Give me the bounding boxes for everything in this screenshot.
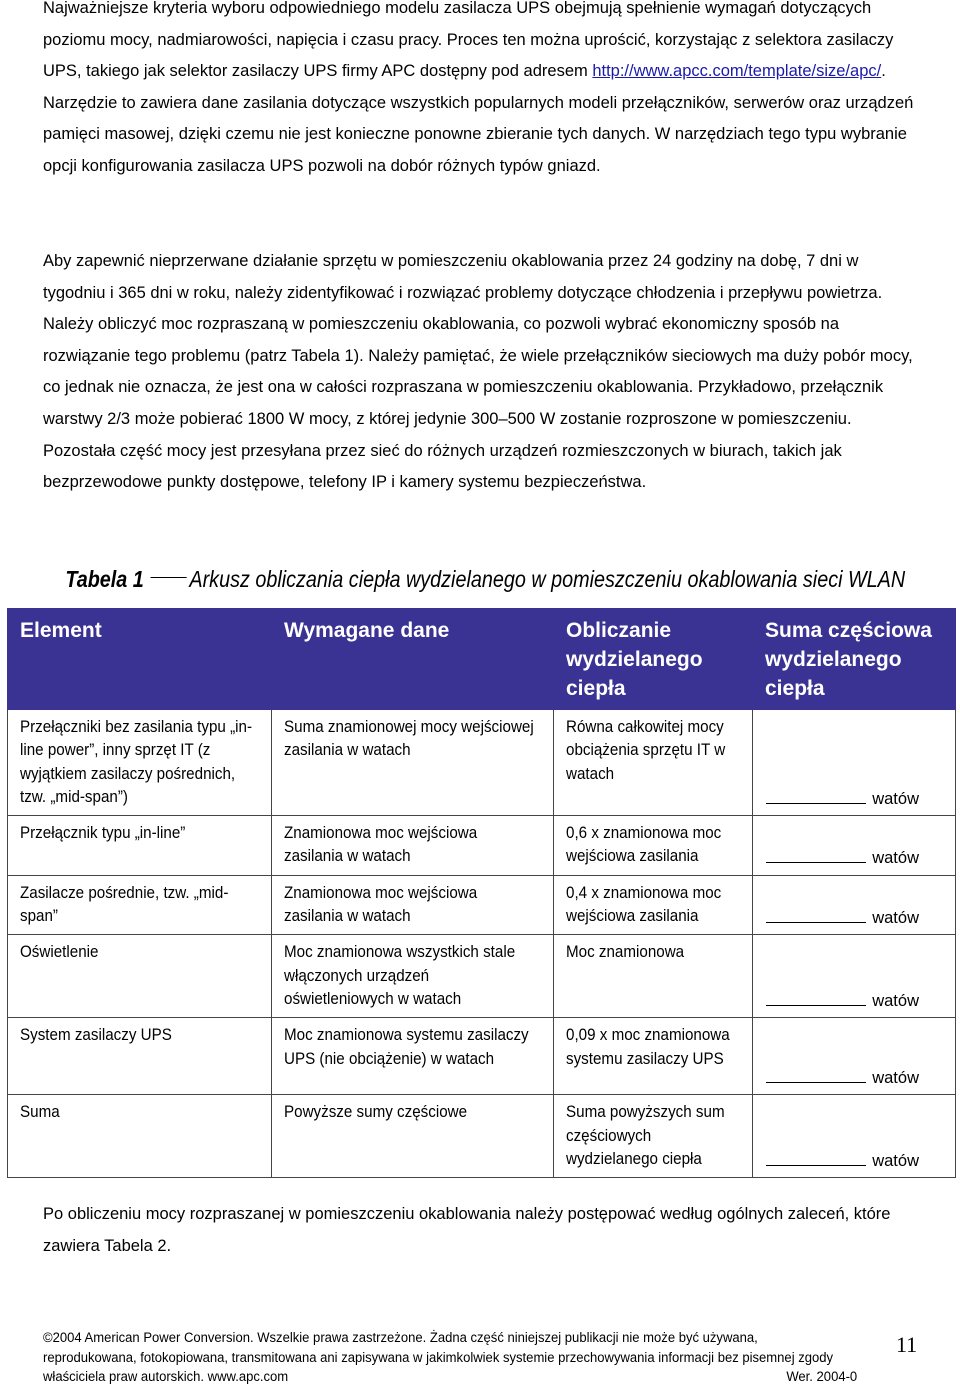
apc-selector-link[interactable]: http://www.apcc.com/template/size/apc/ (592, 62, 882, 81)
subtotal-blank[interactable] (766, 906, 866, 923)
caption-dash (151, 577, 187, 578)
subtotal-cell[interactable] (753, 816, 956, 876)
subtotal-blank[interactable] (766, 989, 866, 1006)
document-version: Wer. 2004-0 (786, 1369, 858, 1385)
table-row (8, 935, 956, 1018)
element-cell: Zasilacze pośrednie, tzw. „mid-span” (8, 875, 272, 935)
required-data-cell: Znamionowa moc wejściowa zasilania w watach (272, 816, 554, 876)
intro-text-after-link: . Narzędzie to zawiera dane zasilania dotyczące wszystkich popularnych modeli przełączników, serwerów oraz urządzeń pamięci masowej, dzięki czemu nie jest konieczne ponowne zbieranie tych danych. W narzędziach tego typu wybranie opcji konfigurowania zasilacza UPS pozwoli na dobór różnych typów gniazd. (43, 62, 914, 175)
subtotal-blank[interactable] (766, 1066, 866, 1083)
header-heat-subtotal: Suma częściowa wydzielanego ciepła (753, 609, 956, 710)
required-data-cell: Powyższe sumy częściowe (272, 1095, 554, 1178)
calculation-cell: Moc znamionowa (554, 935, 753, 1018)
unit-label: watów (872, 909, 919, 928)
element-cell: Przełącznik typu „in-line” (8, 816, 272, 876)
page-number: 11 (896, 1332, 918, 1357)
closing-paragraph: Po obliczeniu mocy rozpraszanej w pomieszczeniu okablowania należy postępować według ogólnych zaleceń, które zawiera Tabela 2. (43, 1205, 891, 1255)
subtotal-cell[interactable] (753, 710, 956, 816)
table-header-row (8, 609, 956, 710)
header-element: Element (8, 609, 272, 710)
header-heat-calculation: Obliczanie wydzielanego ciepła (554, 609, 753, 710)
unit-label: watów (872, 849, 919, 868)
table-caption-label: Tabela 1 (65, 566, 144, 592)
subtotal-cell[interactable] (753, 935, 956, 1018)
subtotal-cell[interactable] (753, 875, 956, 935)
intro-paragraph (43, 0, 923, 183)
table-row (8, 710, 956, 816)
subtotal-blank[interactable] (766, 787, 866, 804)
unit-label: watów (872, 991, 919, 1010)
heat-worksheet-table (7, 608, 956, 1178)
cooling-paragraph: Aby zapewnić nieprzerwane działanie sprzętu w pomieszczeniu okablowania przez 24 godziny na dobę, 7 dni w tygodniu i 365 dni w roku, należy zidentyfikować i rozwiązać problemy dotyczące chłodzenia i przepływu powietrza. Należy obliczyć moc rozpraszaną w pomieszczeniu okablowania, co pozwoli wybrać ekonomiczny sposób na rozwiązanie tego problemu (patrz Tabela 1). Należy pamiętać, że wiele przełączników sieciowych ma duży pobór mocy, co jednak nie oznacza, że jest ona w całości rozpraszana w pomieszczeniu okablowania. Przykładowo, przełącznik warstwy 2/3 może pobierać 1800 W mocy, z której jedynie 300–500 W zostanie rozproszone w pomieszczeniu. Pozostała część mocy jest przesyłana przez sieć do różnych urządzeń rozmieszczonych w biurach, takich jak bezprzewodowe punkty dostępowe, telefony IP i kamery systemu bezpieczeństwa. (43, 252, 913, 492)
calculation-cell: 0,6 x znamionowa moc wejściowa zasilania (554, 816, 753, 876)
unit-label: watów (872, 1068, 919, 1087)
subtotal-cell[interactable] (753, 1095, 956, 1178)
copyright-notice: ©2004 American Power Conversion. Wszelkie prawa zastrzeżone. Żadna część niniejszej publikacji nie może być używana, reprodukowana, fotokopiowana, transmitowana ani zapisywana w jakimkolwiek systemie przechowywania informacji bez pisemnej zgody właściciela praw autorskich. www.apc.com (43, 1330, 834, 1385)
table-caption (65, 566, 906, 593)
table-row (8, 875, 956, 935)
calculation-cell: 0,09 x moc znamionowa systemu zasilaczy UPS (554, 1018, 753, 1095)
table-caption-text: Arkusz obliczania ciepła wydzielanego w pomieszczeniu okablowania sieci WLAN (189, 566, 906, 592)
subtotal-cell[interactable] (753, 1018, 956, 1095)
element-cell: Oświetlenie (8, 935, 272, 1018)
table-row (8, 816, 956, 876)
required-data-cell: Suma znamionowej mocy wejściowej zasilania w watach (272, 710, 554, 816)
required-data-cell: Moc znamionowa wszystkich stale włączonych urządzeń oświetleniowych w watach (272, 935, 554, 1018)
required-data-cell: Moc znamionowa systemu zasilaczy UPS (nie obciążenie) w watach (272, 1018, 554, 1095)
header-required-data: Wymagane dane (272, 609, 554, 710)
element-cell: System zasilaczy UPS (8, 1018, 272, 1095)
table-row (8, 1018, 956, 1095)
required-data-cell: Znamionowa moc wejściowa zasilania w watach (272, 875, 554, 935)
element-cell: Suma (8, 1095, 272, 1178)
unit-label: watów (872, 789, 919, 808)
element-cell: Przełączniki bez zasilania typu „in-line power”, inny sprzęt IT (z wyjątkiem zasilaczy pośrednich, tzw. „mid-span”) (8, 710, 272, 816)
calculation-cell: 0,4 x znamionowa moc wejściowa zasilania (554, 875, 753, 935)
calculation-cell: Suma powyższych sum częściowych wydzielanego ciepła (554, 1095, 753, 1178)
unit-label: watów (872, 1151, 919, 1170)
page-footer (43, 1329, 858, 1388)
intro-text-before-link: Najważniejsze kryteria wyboru odpowiedniego modelu zasilacza UPS obejmują spełnienie wymagań dotyczących poziomu mocy, nadmiarowości, napięcia i czasu pracy. Proces ten można uprościć, korzystając z selektora zasilaczy UPS, takiego jak selektor zasilaczy UPS firmy APC dostępny pod adresem (43, 0, 894, 81)
calculation-cell: Równa całkowitej mocy obciążenia sprzętu IT w watach (554, 710, 753, 816)
table-row (8, 1095, 956, 1178)
subtotal-blank[interactable] (766, 1149, 866, 1166)
subtotal-blank[interactable] (766, 846, 866, 863)
